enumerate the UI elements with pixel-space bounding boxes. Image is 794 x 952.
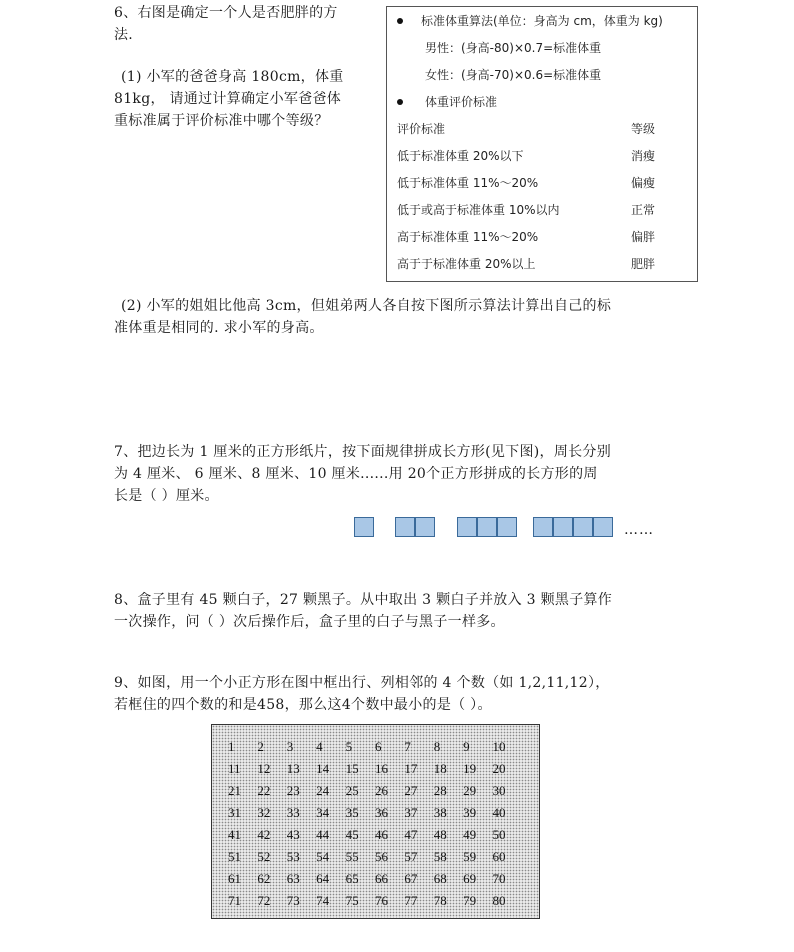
- grid-cell: 37: [404, 805, 418, 820]
- grid-cell: 4: [316, 739, 323, 754]
- q9-line-2: 若框住的四个数的和是458，那么这4个数中最小的是（ ）。: [114, 697, 492, 713]
- grid-cell: 5: [345, 739, 353, 754]
- grid-cell: 31: [228, 805, 241, 820]
- q6-part1-line-2: 81kg， 请通过计算确定小军爸爸体: [114, 91, 342, 107]
- q7-line-1: 7、把边长为 1 厘米的正方形纸片，按下面规律拼成长方形(见下图)，周长分别: [114, 444, 612, 460]
- grid-cell: 14: [316, 761, 330, 776]
- grid-row: [228, 890, 522, 912]
- grid-cell: 62: [257, 871, 271, 886]
- grid-cell: 35: [345, 805, 359, 820]
- paper-square: [497, 517, 517, 537]
- grid-row: [228, 736, 522, 758]
- grid-cell: 59: [463, 849, 477, 864]
- grid-cell: 64: [316, 871, 330, 886]
- grid-cell: 21: [228, 783, 241, 798]
- grid-cell: 24: [316, 783, 330, 798]
- eval-standard: 高于于标准体重 20%以上: [397, 257, 536, 271]
- grid-cell: 46: [374, 827, 388, 842]
- grid-cell: 22: [257, 783, 271, 798]
- grid-cell: 3: [286, 739, 294, 754]
- grid-cell: 76: [374, 893, 388, 908]
- grid-cell: 68: [433, 871, 447, 886]
- grid-cell: 60: [492, 849, 506, 864]
- grid-cell: 71: [228, 893, 241, 908]
- q8-line-2: 一次操作，问（ ）次后操作后，盒子里的白子与黑子一样多。: [114, 614, 505, 630]
- grid-cell: 13: [286, 761, 300, 776]
- grid-cell: 45: [345, 827, 359, 842]
- grid-cell: 48: [433, 827, 447, 842]
- eval-standard: 高于标准体重 11%～20%: [397, 230, 539, 244]
- grid-cell: 73: [286, 893, 300, 908]
- grid-cell: 50: [492, 827, 506, 842]
- paper-square: [457, 517, 477, 537]
- eval-grade: 偏瘦: [631, 176, 656, 190]
- grid-cell: 65: [345, 871, 359, 886]
- grid-cell: 39: [463, 805, 477, 820]
- grid-cell: 10: [492, 739, 506, 754]
- grid-cell: 30: [492, 783, 506, 798]
- grid-cell: 17: [404, 761, 418, 776]
- grid-cell: 12: [257, 761, 271, 776]
- eval-row: [387, 146, 697, 166]
- q6-part2-line-1: (2) 小军的姐姐比他高 3cm，但姐弟两人各自按下图所示算法计算出自己的标: [121, 298, 612, 314]
- grid-cell: 2: [257, 739, 264, 754]
- q6-part2: [114, 295, 611, 339]
- q6-part1-line-3: 重标准属于评价标准中哪个等级？: [114, 113, 329, 129]
- grid-cell: 75: [345, 893, 359, 908]
- grid-cell: 32: [257, 805, 271, 820]
- grid-row: [228, 824, 522, 846]
- grid-cell: 56: [374, 849, 388, 864]
- grid-cell: 77: [404, 893, 418, 908]
- grid-cell: 53: [286, 849, 300, 864]
- grid-cell: 47: [404, 827, 418, 842]
- grid-cell: 27: [404, 783, 418, 798]
- paper-square: [395, 517, 415, 537]
- q8-text: [114, 589, 612, 633]
- grid-cell: 79: [463, 893, 477, 908]
- grid-cell: 18: [433, 761, 447, 776]
- grid-cell: 43: [286, 827, 300, 842]
- grid-cell: 28: [433, 783, 447, 798]
- eval-standard: 低于或高于标准体重 10%以内: [397, 203, 560, 217]
- eval-header-standard: 评价标准: [397, 122, 446, 136]
- grid-cell: 80: [492, 893, 506, 908]
- bullet-icon: [397, 18, 403, 24]
- grid-cell: 63: [286, 871, 300, 886]
- grid-cell: 51: [228, 849, 241, 864]
- eval-standard: 低于标准体重 20%以下: [397, 149, 524, 163]
- paper-square: [415, 517, 435, 537]
- grid-cell: 66: [374, 871, 388, 886]
- q7-text: [114, 441, 611, 507]
- grid-row: [228, 780, 522, 802]
- grid-cell: 8: [433, 739, 441, 754]
- eval-title: 体重评价标准: [425, 95, 498, 109]
- grid-cell: 74: [316, 893, 330, 908]
- grid-cell: 61: [228, 871, 241, 886]
- grid-cell: 9: [463, 739, 470, 754]
- q9-line-1: 9、如图，用一个小正方形在图中框出行、列相邻的 4 个数（如 1,2,11,12），: [114, 675, 610, 691]
- grid-row: [228, 802, 522, 824]
- eval-standard: 低于标准体重 11%～20%: [397, 176, 539, 190]
- eval-row: [387, 200, 697, 220]
- paper-square: [354, 517, 374, 537]
- grid-cell: 36: [374, 805, 388, 820]
- grid-cell: 38: [433, 805, 447, 820]
- q6-part1: [114, 66, 344, 132]
- grid-cell: 23: [286, 783, 300, 798]
- square-pattern: [0, 517, 794, 539]
- grid-cell: 7: [404, 739, 411, 754]
- grid-cell: 78: [433, 893, 447, 908]
- grid-cell: 54: [316, 849, 330, 864]
- paper-square: [553, 517, 573, 537]
- grid-cell: 55: [345, 849, 359, 864]
- q7-line-2: 为 4 厘米、 6 厘米、8 厘米、10 厘米......用 20个正方形拼成的长方形的周: [114, 466, 598, 482]
- paper-square: [593, 517, 613, 537]
- paper-square: [573, 517, 593, 537]
- grid-cell: 20: [492, 761, 506, 776]
- bullet-icon: [397, 99, 403, 105]
- grid-cell: 1: [228, 739, 235, 754]
- grid-cell: 57: [404, 849, 418, 864]
- q6-intro-line-2: 法.: [114, 27, 134, 43]
- grid-cell: 70: [492, 871, 506, 886]
- formula-title: 标准体重算法(单位：身高为 cm，体重为 kg): [421, 14, 663, 28]
- grid-cell: 6: [374, 739, 382, 754]
- paper-square: [477, 517, 497, 537]
- grid-cell: 49: [463, 827, 477, 842]
- female-formula: 女性：(身高-70)×0.6=标准体重: [425, 68, 602, 82]
- eval-grade: 肥胖: [631, 257, 656, 271]
- grid-cell: 72: [257, 893, 271, 908]
- grid-cell: 69: [463, 871, 477, 886]
- q6-part2-line-2: 准体重是相同的. 求小军的身高。: [114, 320, 324, 336]
- grid-cell: 40: [492, 805, 506, 820]
- pattern-ellipsis: ……: [624, 522, 654, 538]
- grid-cell: 67: [404, 871, 418, 886]
- paper-square: [533, 517, 553, 537]
- grid-cell: 58: [433, 849, 447, 864]
- eval-row: [387, 227, 697, 247]
- eval-grade: 消瘦: [631, 149, 656, 163]
- q6-part1-line-1: (1) 小军的爸爸身高 180cm，体重: [121, 69, 344, 85]
- q8-line-1: 8、盒子里有 45 颗白子，27 颗黑子。从中取出 3 颗白子并放入 3 颗黑子算作: [114, 592, 613, 608]
- q6-intro-line-1: 6、右图是确定一个人是否肥胖的方: [114, 5, 338, 21]
- eval-row: [387, 173, 697, 193]
- grid-cell: 29: [463, 783, 477, 798]
- grid-cell: 26: [374, 783, 388, 798]
- eval-grade: 正常: [631, 203, 656, 217]
- grid-cell: 52: [257, 849, 271, 864]
- grid-cell: 19: [463, 761, 477, 776]
- grid-cell: 34: [316, 805, 330, 820]
- q6-intro: [114, 2, 338, 46]
- grid-cell: 15: [345, 761, 359, 776]
- q9-text: [114, 672, 610, 716]
- grid-cell: 44: [316, 827, 330, 842]
- number-grid: [211, 724, 540, 919]
- grid-cell: 25: [345, 783, 359, 798]
- number-grid-table: [228, 736, 522, 912]
- male-formula: 男性：(身高-80)×0.7=标准体重: [425, 41, 602, 55]
- eval-grade: 偏胖: [631, 230, 656, 244]
- grid-cell: 33: [286, 805, 300, 820]
- eval-header-grade: 等级: [631, 122, 656, 136]
- eval-header-row: [387, 119, 697, 139]
- grid-row: [228, 758, 522, 780]
- weight-standard-box: [386, 6, 698, 282]
- grid-row: [228, 846, 522, 868]
- grid-cell: 41: [228, 827, 241, 842]
- eval-row: [387, 254, 697, 274]
- grid-cell: 11: [228, 761, 241, 776]
- grid-cell: 42: [257, 827, 271, 842]
- grid-row: [228, 868, 522, 890]
- q7-line-3: 长是（ ）厘米。: [114, 488, 219, 504]
- grid-cell: 16: [374, 761, 388, 776]
